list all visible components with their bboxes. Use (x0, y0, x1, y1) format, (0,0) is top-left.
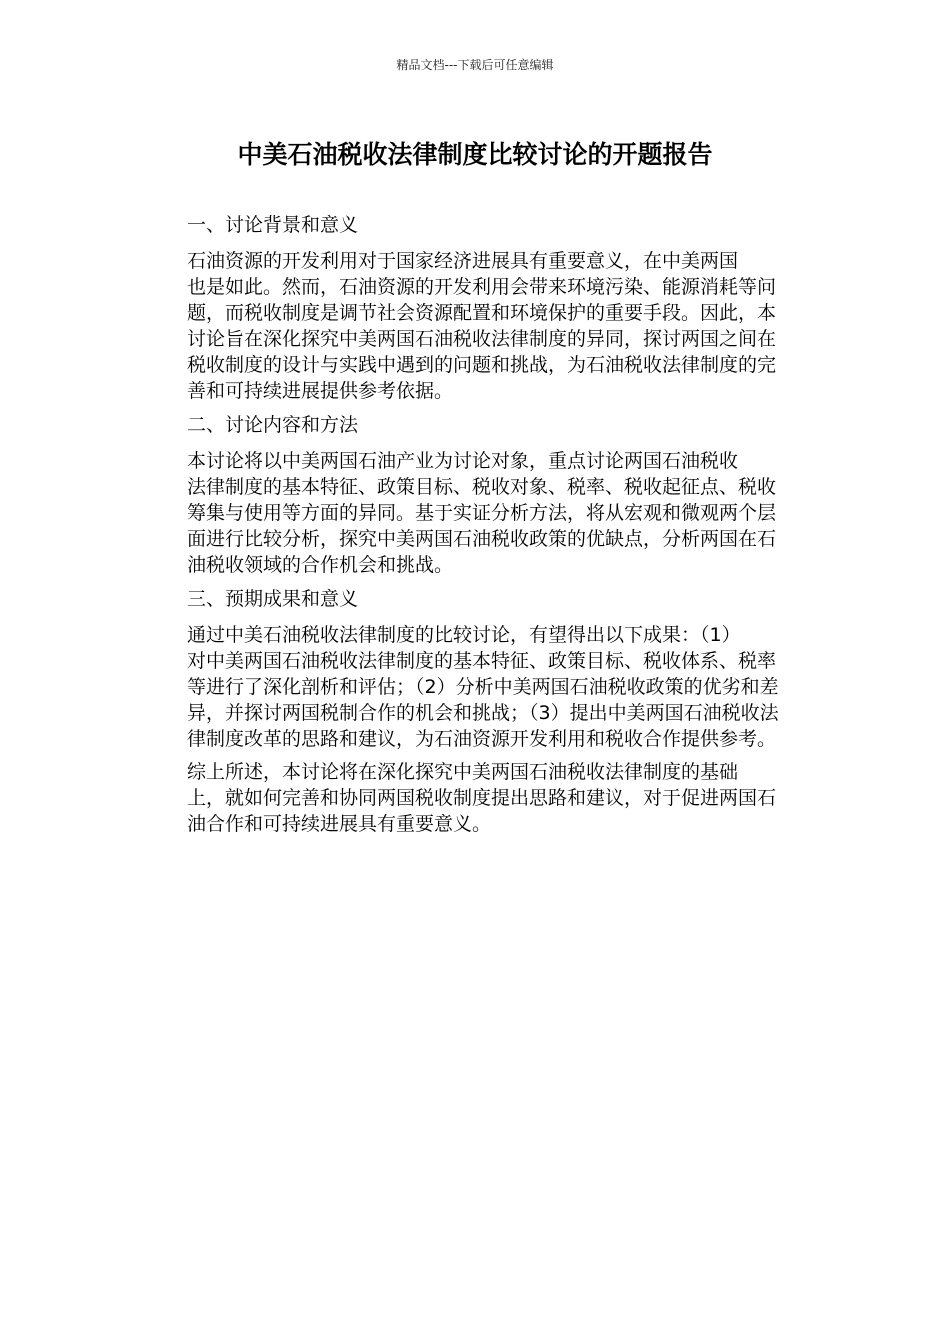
section-content-method (145, 411, 805, 578)
text-line: 通过中美石油税收法律制度的比较讨论，有望得出以下成果：（1） (187, 624, 741, 646)
paragraph (145, 448, 805, 578)
text-line: 也是如此。然而，石油资源的开发利用会带来环境污染、能源消耗等问 (187, 276, 777, 298)
text-line: 石油资源的开发利用对于国家经济进展具有重要意义，在中美两国 (187, 250, 739, 272)
section-heading: 三、预期成果和意义 (187, 588, 359, 610)
section-background (145, 211, 805, 404)
text-line: 异，并探讨两国税制合作的机会和挑战；（3）提出中美两国石油税收法 (187, 702, 779, 724)
text-line: 对中美两国石油税收法律制度的基本特征、政策目标、税收体系、税率 (187, 650, 777, 672)
text-line: 善和可持续进展提供参考依据。 (187, 380, 454, 402)
text-line: 综上所述，本讨论将在深化探究中美两国石油税收法律制度的基础 (187, 761, 739, 783)
text-line: 题，而税收制度是调节社会资源配置和环境保护的重要手段。因此，本 (187, 302, 777, 324)
section-heading: 一、讨论背景和意义 (187, 214, 359, 236)
text-line: 本讨论将以中美两国石油产业为讨论对象，重点讨论两国石油税收 (187, 450, 739, 472)
text-line: 油税收领域的合作机会和挑战。 (187, 554, 454, 576)
document-body (145, 211, 805, 844)
text-line: 律制度改革的思路和建议，为石油资源开发利用和税收合作提供参考。 (187, 728, 777, 750)
text-line: 油合作和可持续进展具有重要意义。 (187, 813, 492, 835)
paragraph-conclusion (145, 759, 805, 837)
text-line: 法律制度的基本特征、政策目标、税收对象、税率、税收起征点、税收 (187, 476, 777, 498)
paragraph (145, 622, 805, 752)
text-line: 讨论旨在深化探究中美两国石油税收法律制度的异同，探讨两国之间在 (187, 328, 777, 350)
section-heading: 二、讨论内容和方法 (187, 414, 359, 436)
paragraph (145, 248, 805, 404)
text-line: 上，就如何完善和协同两国税收制度提出思路和建议，对于促进两国石 (187, 787, 777, 809)
section-expected-results (145, 585, 805, 837)
document-title: 中美石油税收法律制度比较讨论的开题报告 (237, 140, 713, 169)
text-line: 税收制度的设计与实践中遇到的问题和挑战，为石油税收法律制度的完 (187, 354, 777, 376)
text-line: 面进行比较分析，探究中美两国石油税收政策的优缺点，分析两国在石 (187, 528, 777, 550)
text-line: 等进行了深化剖析和评估；（2）分析中美两国石油税收政策的优劣和差 (187, 676, 779, 698)
header-note: 精品文档---下载后可任意编辑 (396, 58, 554, 72)
text-line: 筹集与使用等方面的异同。基于实证分析方法，将从宏观和微观两个层 (187, 502, 777, 524)
